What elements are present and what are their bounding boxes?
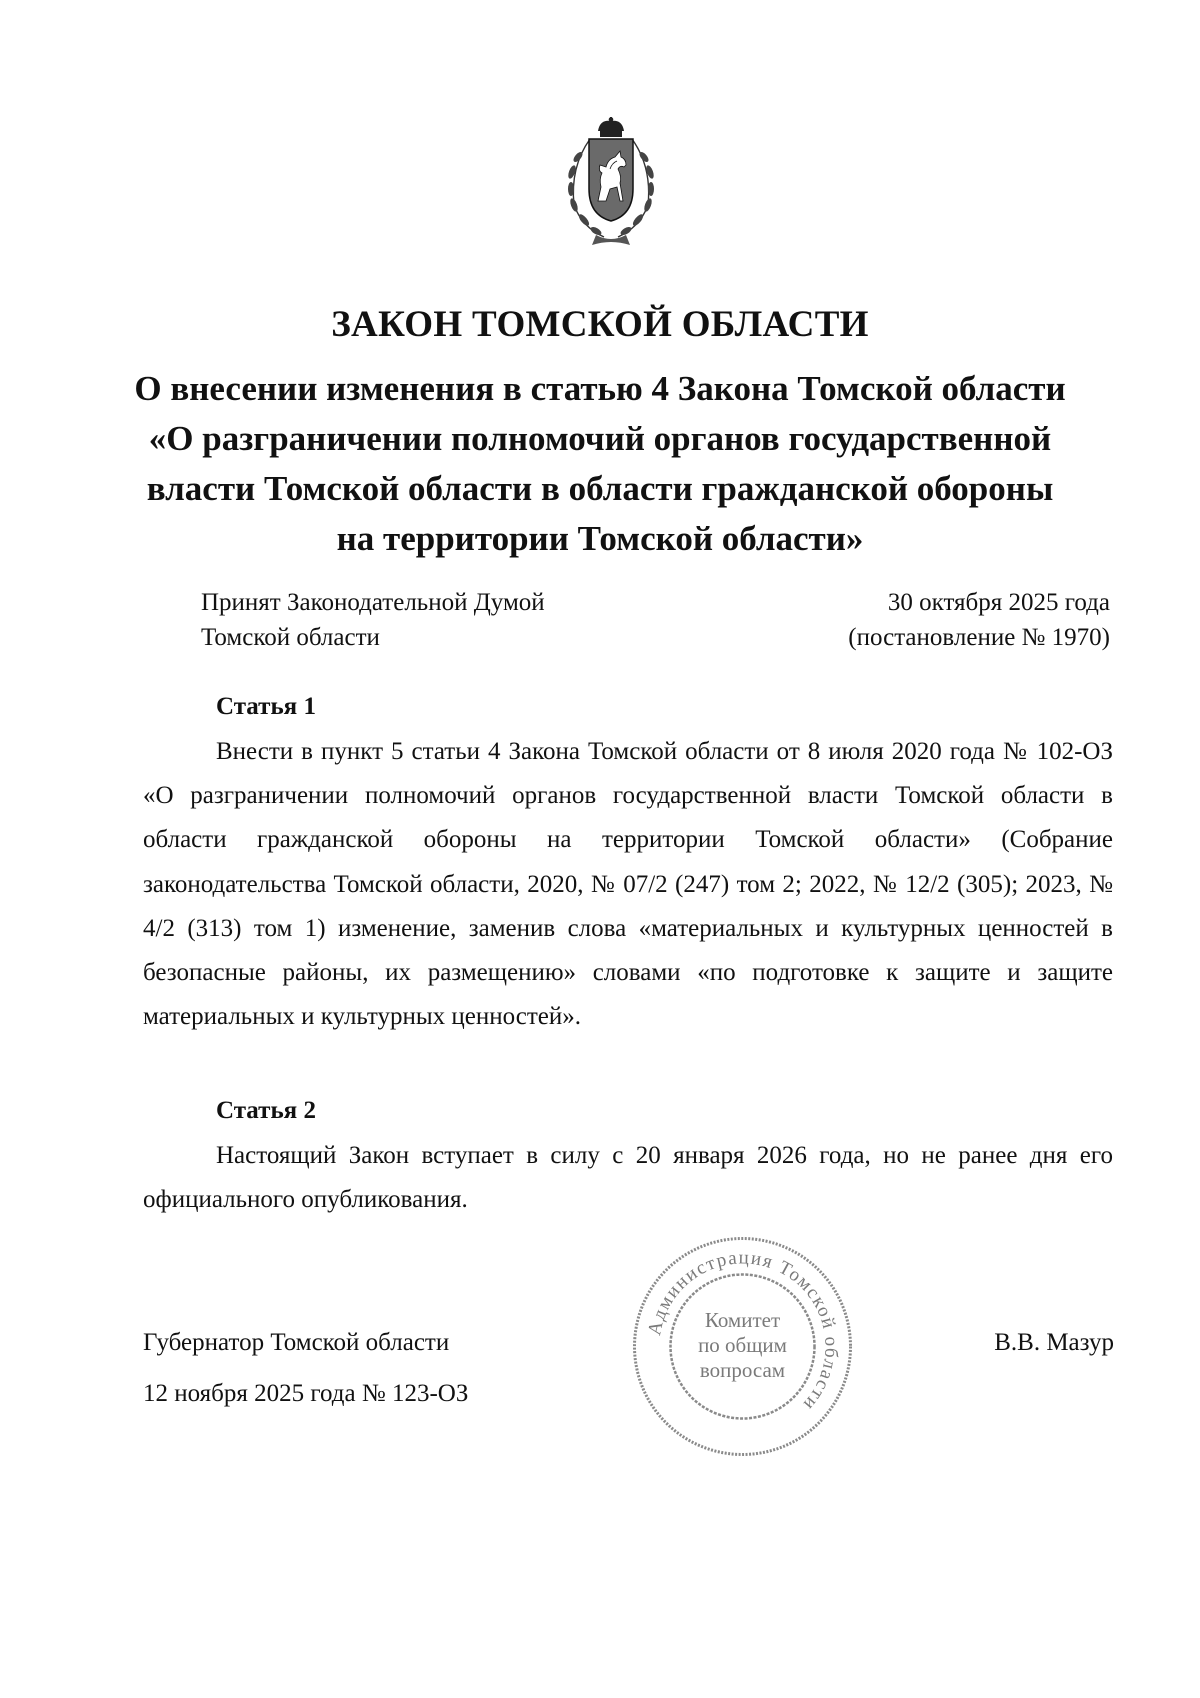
stamp-center-line: по общим bbox=[698, 1333, 787, 1357]
signatory-name: В.В. Мазур bbox=[994, 1329, 1114, 1356]
stamp-center-line: вопросам bbox=[699, 1358, 786, 1382]
adopted-by-line: Принят Законодательной Думой bbox=[201, 589, 545, 616]
subtitle-line: «О разграничении полномочий органов государственной bbox=[148, 419, 1052, 458]
adoption-date-line: 30 октября 2025 года bbox=[887, 589, 1110, 616]
signature-block bbox=[143, 1317, 468, 1419]
stamp-ring-text: Администрация Томской области bbox=[644, 1247, 842, 1416]
subtitle-line: О внесении изменения в статью 4 Закона Томской области bbox=[134, 369, 1066, 408]
tomsk-coat-of-arms-icon bbox=[560, 117, 662, 247]
adopted-by bbox=[201, 585, 545, 655]
adoption-date bbox=[848, 585, 1110, 655]
adoption-resolution-line: (постановление № 1970) bbox=[848, 624, 1110, 651]
subtitle-line: власти Томской области в области гражданской обороны bbox=[146, 469, 1054, 508]
adopted-by-line: Томской области bbox=[201, 624, 380, 651]
article-2-text: Настоящий Закон вступает в силу с 20 января 2026 года, но не ранее дня его официального опубликования. bbox=[143, 1142, 1113, 1214]
signatory-position: Губернатор Томской области bbox=[143, 1329, 450, 1356]
subtitle-line: на территории Томской области» bbox=[336, 519, 864, 558]
official-stamp bbox=[630, 1234, 855, 1459]
law-date-number: 12 ноября 2025 года № 123-ОЗ bbox=[143, 1380, 469, 1407]
document-subtitle bbox=[130, 364, 1070, 564]
document-title: ЗАКОН ТОМСКОЙ ОБЛАСТИ bbox=[331, 304, 869, 345]
article-1-text: Внести в пункт 5 статьи 4 Закона Томской области от 8 июля 2020 года № 102-ОЗ «О разграничении полномочий органов государственной власти Томской области в области гражданской обороны на территории Томской области» (Собрание законодательства Томской области, 2020, № 07/2 (247) том 2; 2022, № 12/2 (305); 2023, № 4/2 (313) том 1) изменение, заменив слова «материальных и культурных ценностей в безопасные районы, их размещению» словами «по подготовке к защите и защите материальных и культурных ценностей». bbox=[143, 738, 1113, 1031]
article-2-heading: Статья 2 bbox=[216, 1097, 316, 1124]
article-1-heading: Статья 1 bbox=[216, 693, 316, 720]
stamp-center-line: Комитет bbox=[704, 1308, 781, 1332]
